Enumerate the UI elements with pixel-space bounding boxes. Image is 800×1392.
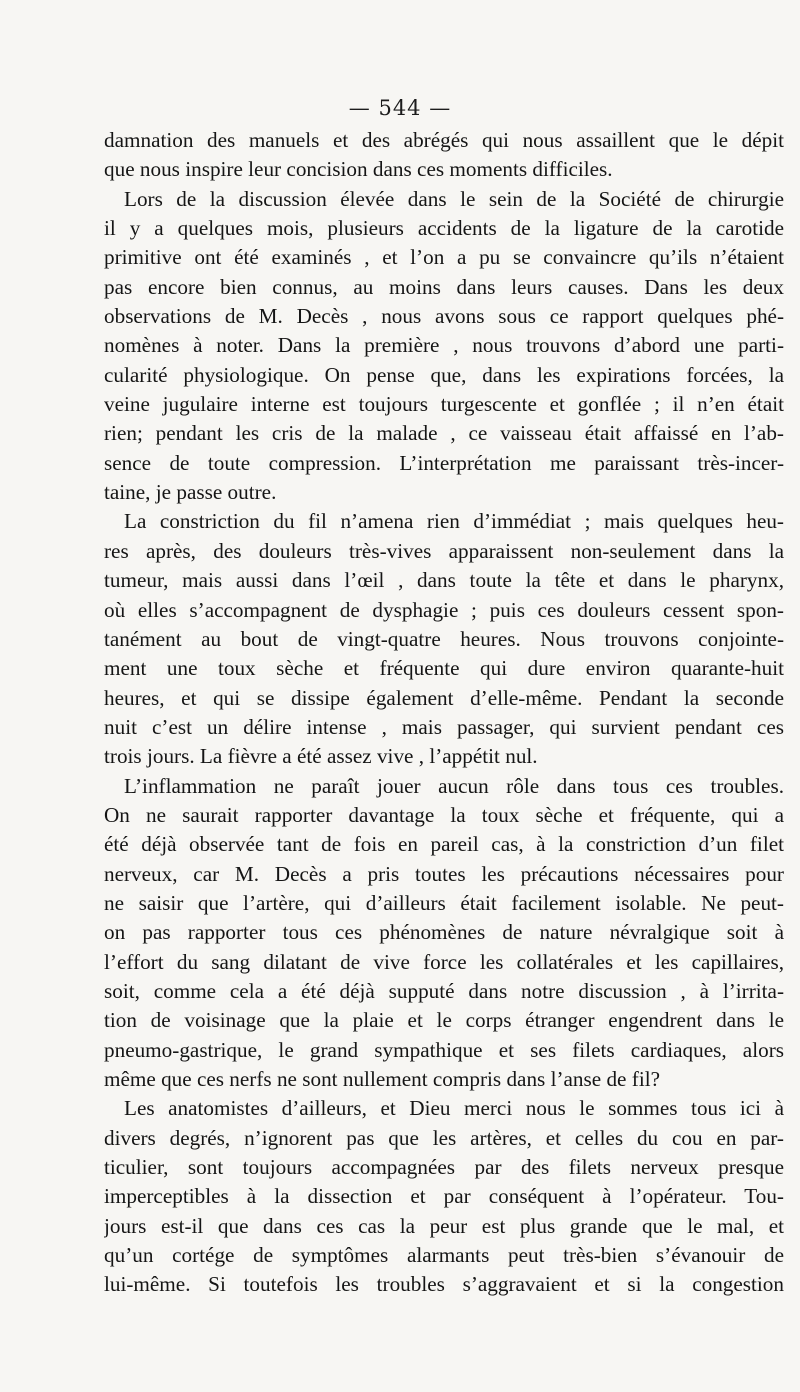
text-line: On ne saurait rapporter davantage la toux sèche et fréquente, qui a <box>104 802 784 827</box>
text-line: pneumo-gastrique, le grand sympathique et ses filets cardiaques, alors <box>104 1037 784 1062</box>
text-line: ment une toux sèche et fréquente qui dure environ quarante-huit <box>104 656 784 681</box>
text-line: res après, des douleurs très-vives apparaissent non-seulement dans la <box>104 538 784 563</box>
text-line: heures, et qui se dissipe également d’elle-même. Pendant la seconde <box>104 685 784 710</box>
text-line: pas encore bien connus, au moins dans leurs causes. Dans les deux <box>104 274 784 299</box>
text-line: imperceptibles à la dissection et par conséquent à l’opérateur. Tou- <box>104 1184 784 1209</box>
page-number: — 544 — <box>348 96 452 120</box>
text-line: soit, comme cela a été déjà supputé dans notre discussion , à l’irrita- <box>104 978 784 1003</box>
body-text <box>104 126 784 1300</box>
text-line: divers degrés, n’ignorent pas que les artères, et celles du cou en par- <box>104 1125 784 1150</box>
text-line: tion de voisinage que la plaie et le corps étranger engendrent dans le <box>104 1008 784 1033</box>
text-line: L’inflammation ne paraît jouer aucun rôle dans tous ces troubles. <box>124 773 784 798</box>
text-line: lui-même. Si toutefois les troubles s’aggravaient et si la congestion <box>104 1272 784 1297</box>
text-line: que nous inspire leur concision dans ces moments difficiles. <box>104 157 613 182</box>
text-line: Les anatomistes d’ailleurs, et Dieu merci nous le sommes tous ici à <box>124 1096 784 1121</box>
text-line: primitive ont été examinés , et l’on a pu se convaincre qu’ils n’étaient <box>104 245 784 270</box>
text-line: nuit c’est un délire intense , mais passager, qui survient pendant ces <box>104 714 784 739</box>
text-line: trois jours. La fièvre a été assez vive , l’appétit nul. <box>104 744 538 769</box>
text-line: ne saisir que l’artère, qui d’ailleurs était facilement isolable. Ne peut- <box>104 890 784 915</box>
text-line: nomènes à noter. Dans la première , nous trouvons d’abord une parti- <box>104 333 784 358</box>
text-line: La constriction du fil n’amena rien d’immédiat ; mais quelques heu- <box>124 509 784 534</box>
text-line: on pas rapporter tous ces phénomènes de nature névralgique soit à <box>104 920 784 945</box>
text-line: ticulier, sont toujours accompagnées par des filets nerveux presque <box>104 1155 784 1180</box>
text-line: où elles s’accompagnent de dysphagie ; puis ces douleurs cessent spon- <box>104 597 784 622</box>
text-line: rien; pendant les cris de la malade , ce vaisseau était affaissé en l’ab- <box>104 421 784 446</box>
text-line: tanément au bout de vingt-quatre heures. Nous trouvons conjointe- <box>104 626 784 651</box>
text-line: qu’un cortége de symptômes alarmants peut très-bien s’évanouir de <box>104 1243 784 1268</box>
text-line: taine, je passe outre. <box>104 480 277 505</box>
text-line: il y a quelques mois, plusieurs accidents de la ligature de la carotide <box>104 216 784 241</box>
text-line: Lors de la discussion élevée dans le sein de la Société de chirurgie <box>124 186 784 211</box>
text-line: nerveux, car M. Decès a pris toutes les précautions nécessaires pour <box>104 861 784 886</box>
text-line: l’effort du sang dilatant de vive force les collatérales et les capillaires, <box>104 949 784 974</box>
text-line: observations de M. Decès , nous avons sous ce rapport quelques phé- <box>104 304 784 329</box>
text-line: même que ces nerfs ne sont nullement compris dans l’anse de fil? <box>104 1067 660 1091</box>
text-line: sence de toute compression. L’interprétation me paraissant très-incer- <box>104 450 784 475</box>
text-line: veine jugulaire interne est toujours turgescente et gonflée ; il n’en était <box>104 392 784 417</box>
text-line: damnation des manuels et des abrégés qui nous assaillent que le dépit <box>104 128 784 152</box>
text-line: jours est-il que dans ces cas la peur est plus grande que le mal, et <box>104 1213 784 1238</box>
text-line: cularité physiologique. On pense que, dans les expirations forcées, la <box>104 362 784 387</box>
text-line: tumeur, mais aussi dans l’œil , dans toute la tête et dans le pharynx, <box>104 568 784 593</box>
text-line: été déjà observée tant de fois en pareil cas, à la constriction d’un filet <box>104 832 784 857</box>
